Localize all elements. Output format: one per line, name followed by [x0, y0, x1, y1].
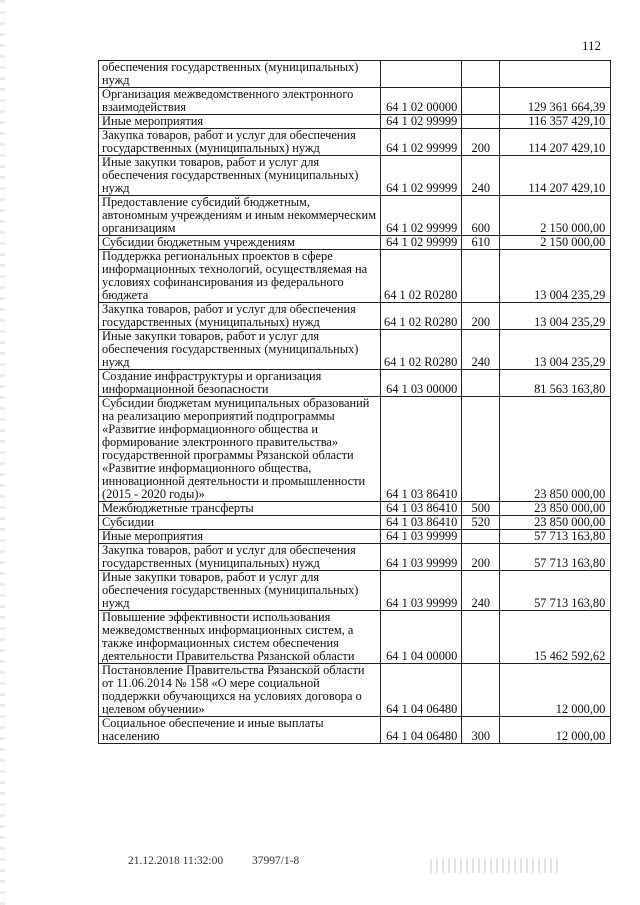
row-type-cell: 200 [462, 129, 500, 156]
row-type-cell: 520 [462, 516, 500, 530]
row-code-cell: 64 1 03 86410 [381, 516, 462, 530]
page-number: 112 [582, 38, 602, 53]
row-type-cell: 600 [462, 196, 500, 236]
table-row [99, 502, 611, 516]
table-row [99, 236, 611, 250]
row-code-cell [381, 61, 462, 88]
row-name-cell: Организация межведомственного электронного взаимодействия [99, 88, 381, 115]
row-name-cell: обеспечения государственных (муниципальных) нужд [99, 61, 381, 88]
row-type-cell [462, 370, 500, 397]
row-amount-cell: 81 563 163,80 [500, 370, 611, 397]
row-name-cell: Закупка товаров, работ и услуг для обеспечения государственных (муниципальных) нужд [99, 129, 381, 156]
footer-datetime: 21.12.2018 11:32:00 [128, 855, 224, 867]
row-amount-cell: 57 713 163,80 [500, 571, 611, 611]
row-type-cell [462, 250, 500, 303]
table-row [99, 664, 611, 717]
budget-table-body [99, 61, 611, 744]
row-type-cell: 300 [462, 717, 500, 744]
row-amount-cell: 13 004 235,29 [500, 250, 611, 303]
row-name-cell: Иные мероприятия [99, 115, 381, 129]
row-amount-cell: 114 207 429,10 [500, 129, 611, 156]
row-amount-cell: 23 850 000,00 [500, 397, 611, 502]
row-code-cell: 64 1 04 00000 [381, 611, 462, 664]
row-name-cell: Постановление Правительства Рязанской области от 11.06.2014 № 158 «О мере социальной поддержки обучающихся на условиях договора о целевом обучении» [99, 664, 381, 717]
row-name-cell: Межбюджетные трансферты [99, 502, 381, 516]
row-code-cell: 64 1 04 06480 [381, 664, 462, 717]
table-row [99, 717, 611, 744]
row-amount-cell: 129 361 664,39 [500, 88, 611, 115]
row-name-cell: Иные закупки товаров, работ и услуг для обеспечения государственных (муниципальных) нужд [99, 571, 381, 611]
table-row [99, 611, 611, 664]
row-name-cell: Субсидии бюджетным учреждениям [99, 236, 381, 250]
table-row [99, 530, 611, 544]
row-amount-cell: 12 000,00 [500, 717, 611, 744]
row-amount-cell: 2 150 000,00 [500, 236, 611, 250]
row-code-cell: 64 1 02 99999 [381, 236, 462, 250]
table-row [99, 156, 611, 196]
row-code-cell: 64 1 03 00000 [381, 370, 462, 397]
row-code-cell: 64 1 02 R0280 [381, 303, 462, 330]
row-type-cell [462, 88, 500, 115]
table-row [99, 544, 611, 571]
row-name-cell: Субсидии [99, 516, 381, 530]
row-type-cell [462, 115, 500, 129]
row-name-cell: Иные мероприятия [99, 530, 381, 544]
table-row [99, 370, 611, 397]
row-name-cell: Создание инфраструктуры и организация информационной безопасности [99, 370, 381, 397]
row-code-cell: 64 1 02 99999 [381, 196, 462, 236]
row-type-cell: 610 [462, 236, 500, 250]
row-name-cell: Закупка товаров, работ и услуг для обеспечения государственных (муниципальных) нужд [99, 544, 381, 571]
row-type-cell [462, 61, 500, 88]
table-row [99, 397, 611, 502]
table-row [99, 115, 611, 129]
table-row [99, 196, 611, 236]
row-type-cell: 200 [462, 303, 500, 330]
table-row [99, 516, 611, 530]
row-amount-cell: 12 000,00 [500, 664, 611, 717]
scan-edge-artifact [0, 0, 5, 905]
row-name-cell: Социальное обеспечение и иные выплаты населению [99, 717, 381, 744]
row-type-cell: 240 [462, 571, 500, 611]
row-name-cell: Иные закупки товаров, работ и услуг для обеспечения государственных (муниципальных) нужд [99, 330, 381, 370]
row-code-cell: 64 1 02 R0280 [381, 330, 462, 370]
row-amount-cell: 15 462 592,62 [500, 611, 611, 664]
row-code-cell: 64 1 02 99999 [381, 156, 462, 196]
row-type-cell [462, 397, 500, 502]
row-code-cell: 64 1 04 06480 [381, 717, 462, 744]
table-row [99, 250, 611, 303]
row-type-cell: 200 [462, 544, 500, 571]
row-type-cell [462, 611, 500, 664]
row-type-cell [462, 664, 500, 717]
row-name-cell: Повышение эффективности использования межведомственных информационных систем, а также информационных систем обеспечения деятельности Правительства Рязанской области [99, 611, 381, 664]
row-type-cell: 240 [462, 156, 500, 196]
table-row [99, 88, 611, 115]
table-row [99, 330, 611, 370]
row-code-cell: 64 1 02 R0280 [381, 250, 462, 303]
table-row [99, 303, 611, 330]
row-amount-cell: 114 207 429,10 [500, 156, 611, 196]
table-row [99, 571, 611, 611]
table-row [99, 61, 611, 88]
row-code-cell: 64 1 03 86410 [381, 502, 462, 516]
row-amount-cell [500, 61, 611, 88]
row-code-cell: 64 1 03 99999 [381, 571, 462, 611]
row-code-cell: 64 1 03 99999 [381, 530, 462, 544]
row-type-cell: 500 [462, 502, 500, 516]
budget-table [98, 60, 611, 744]
row-code-cell: 64 1 02 99999 [381, 129, 462, 156]
row-code-cell: 64 1 03 99999 [381, 544, 462, 571]
row-code-cell: 64 1 02 00000 [381, 88, 462, 115]
row-code-cell: 64 1 03 86410 [381, 397, 462, 502]
footer-doc-id: 37997/1-8 [251, 855, 300, 867]
row-amount-cell: 13 004 235,29 [500, 330, 611, 370]
row-amount-cell: 23 850 000,00 [500, 502, 611, 516]
row-code-cell: 64 1 02 99999 [381, 115, 462, 129]
row-name-cell: Закупка товаров, работ и услуг для обеспечения государственных (муниципальных) нужд [99, 303, 381, 330]
row-amount-cell: 13 004 235,29 [500, 303, 611, 330]
table-row [99, 129, 611, 156]
row-name-cell: Предоставление субсидий бюджетным, автономным учреждениям и иным некоммерческим организациям [99, 196, 381, 236]
footer-stamp [128, 855, 299, 867]
row-name-cell: Иные закупки товаров, работ и услуг для обеспечения государственных (муниципальных) нужд [99, 156, 381, 196]
row-amount-cell: 2 150 000,00 [500, 196, 611, 236]
row-name-cell: Поддержка региональных проектов в сфере информационных технологий, осуществляемая на условиях софинансирования из федерального бюджета [99, 250, 381, 303]
scan-watermark [430, 859, 560, 873]
row-amount-cell: 57 713 163,80 [500, 530, 611, 544]
row-amount-cell: 116 357 429,10 [500, 115, 611, 129]
row-name-cell: Субсидии бюджетам муниципальных образований на реализацию мероприятий подпрограммы «Развитие информационного общества и формирование электронного правительства» государственной программы Рязанской области «Развитие информационного общества, инновационной деятельности и промышленности (2015 - 2020 годы)» [99, 397, 381, 502]
row-type-cell [462, 530, 500, 544]
row-amount-cell: 23 850 000,00 [500, 516, 611, 530]
row-amount-cell: 57 713 163,80 [500, 544, 611, 571]
row-type-cell: 240 [462, 330, 500, 370]
